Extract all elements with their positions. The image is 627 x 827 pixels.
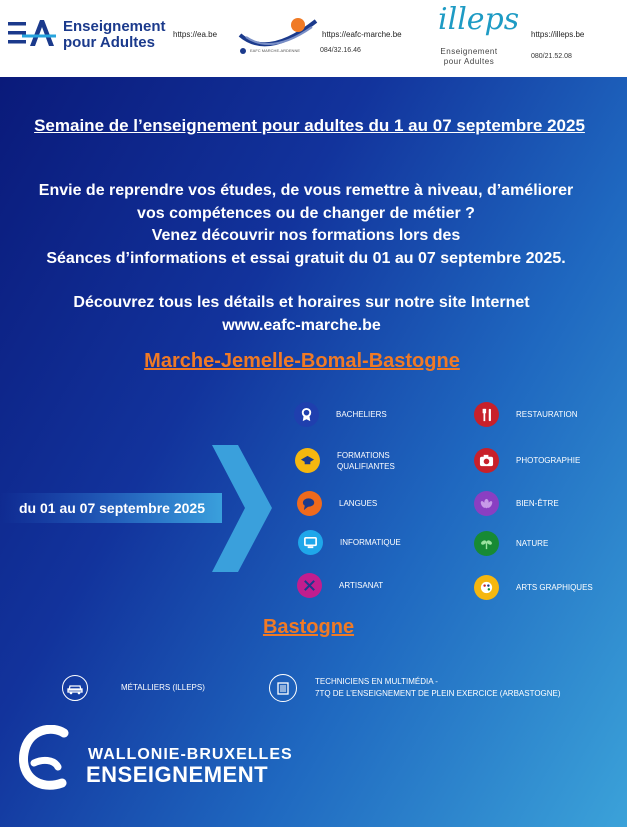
speech-bubbles-icon	[297, 491, 322, 516]
category-label	[516, 538, 548, 549]
bastogne-label-line2: 7TQ DE L’ENSEIGNEMENT DE PLEIN EXERCICE (ARBASTOGNE)	[315, 689, 561, 698]
category-label-line1: ARTS GRAPHIQUES	[516, 583, 593, 592]
header-bar	[0, 0, 627, 77]
eafc-marche-logo-text: EAFC MARCHE-ARDENNE	[250, 48, 301, 53]
category-label	[340, 537, 401, 548]
illeps-url-link[interactable]: https://illeps.be	[531, 30, 585, 39]
category-label-line1: LANGUES	[339, 499, 378, 508]
category-label-line1: INFORMATIQUE	[340, 538, 401, 547]
medal-icon	[294, 402, 319, 427]
site-line-1: Découvrez tous les détails et horaires sur notre site Internet	[73, 294, 530, 311]
category-bacheliers	[294, 402, 387, 427]
bastogne-item-metalliers	[62, 675, 205, 701]
bastogne-item-multimedia	[269, 674, 561, 702]
car-icon	[62, 675, 88, 701]
date-label: du 01 au 07 septembre 2025	[19, 500, 205, 516]
bastogne-label	[315, 676, 561, 700]
footer-line1: WALLONIE-BRUXELLES	[88, 746, 293, 763]
category-arts-graphiques	[474, 575, 593, 600]
illeps-phone: 080/21.52.08	[531, 53, 572, 60]
category-langues	[297, 491, 377, 516]
page-title: Semaine de l’enseignement pour adultes du 1 au 07 septembre 2025	[34, 116, 585, 135]
category-label-line1: RESTAURATION	[516, 410, 578, 419]
tools-icon	[297, 573, 322, 598]
category-label	[339, 580, 383, 591]
category-nature	[474, 531, 548, 556]
category-formations-qualifiantes	[295, 448, 395, 473]
camera-icon	[474, 448, 499, 473]
ea-title-line1: Enseignement	[63, 18, 166, 35]
category-label	[516, 409, 577, 420]
eafc-marche-phone: 084/32.16.46	[320, 47, 361, 54]
leaf-icon	[474, 531, 499, 556]
location-heading-main: Marche-Jemelle-Bomal-Bastogne	[144, 350, 460, 372]
category-label	[516, 455, 580, 466]
category-label	[337, 450, 395, 472]
ea-title	[63, 19, 166, 51]
location-heading-bastogne: Bastogne	[262, 616, 355, 638]
category-informatique	[298, 530, 401, 555]
palette-icon	[474, 575, 499, 600]
intro-line-3: Venez découvrir nos formations lors des	[151, 227, 461, 244]
category-label-line1: BIEN-ÊTRE	[516, 499, 559, 508]
category-label-line1: ARTISANAT	[339, 581, 384, 590]
category-label-line1: PHOTOGRAPHIE	[516, 456, 581, 465]
illeps-logo-subtitle	[432, 47, 506, 67]
ea-title-line2: pour Adultes	[63, 34, 155, 51]
category-label-line1: NATURE	[516, 539, 549, 548]
category-bien-etre	[474, 491, 559, 516]
building-icon	[269, 674, 297, 702]
site-text	[0, 292, 603, 337]
category-label-line1: FORMATIONS	[337, 450, 390, 460]
site-url-link[interactable]: www.eafc-marche.be	[222, 316, 381, 334]
ea-logo-icon	[8, 18, 58, 50]
category-restauration	[474, 402, 577, 427]
lotus-icon	[474, 491, 499, 516]
computer-icon	[298, 530, 323, 555]
category-label	[336, 409, 387, 420]
illeps-logo-word: illeps	[438, 2, 520, 37]
category-label	[516, 582, 593, 593]
bastogne-label-line1: MÉTALLIERS (ILLEPS)	[121, 683, 205, 692]
wallonie-bruxelles-logo-icon	[16, 725, 74, 793]
footer-line2: ENSEIGNEMENT	[86, 762, 269, 787]
category-label-line2: QUALIFIANTES	[337, 461, 395, 471]
category-photographie	[474, 448, 580, 473]
illeps-sub-line1: Enseignement	[440, 47, 498, 56]
bastogne-label-line1: TECHNICIENS EN MULTIMÉDIA -	[315, 677, 438, 686]
category-label	[339, 498, 377, 509]
category-label-line1: BACHELIERS	[336, 410, 387, 419]
category-label	[516, 498, 559, 509]
intro-line-2: vos compétences ou de changer de métier ?	[137, 204, 475, 222]
illeps-sub-line2: pour Adultes	[443, 57, 495, 66]
cutlery-icon	[474, 402, 499, 427]
category-artisanat	[297, 573, 383, 598]
bastogne-label	[121, 682, 205, 694]
graduation-cap-icon	[295, 448, 320, 473]
intro-line-1: Envie de reprendre vos études, de vous remettre à niveau, d’améliorer	[38, 182, 574, 199]
intro-text	[0, 180, 612, 270]
intro-line-4: Séances d’informations et essai gratuit du 01 au 07 septembre 2025.	[46, 249, 566, 267]
eafc-marche-url-link[interactable]: https://eafc-marche.be	[322, 30, 402, 39]
ea-url-link[interactable]: https://ea.be	[173, 30, 218, 39]
